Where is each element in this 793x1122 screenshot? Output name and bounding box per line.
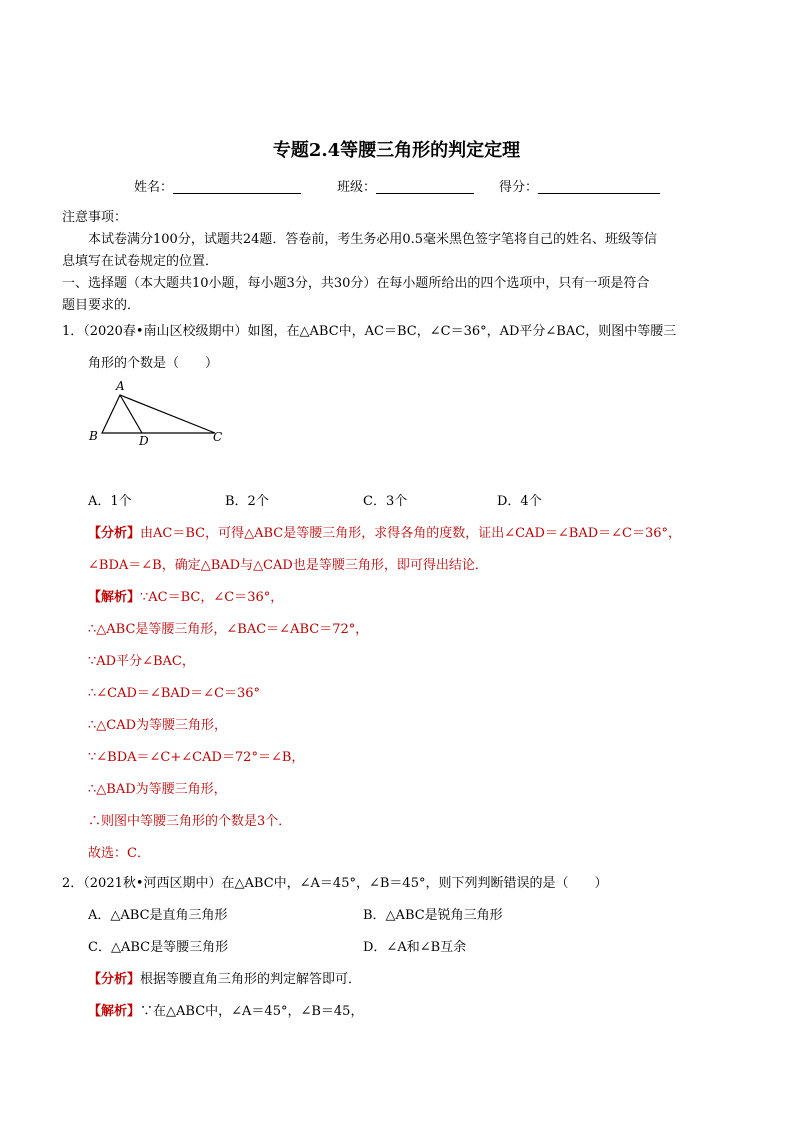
q1-answer	[88, 842, 150, 861]
q1-triangle-figure	[80, 375, 240, 475]
q2-solution-line-1	[88, 1000, 363, 1019]
name-field	[134, 176, 301, 195]
q1-analysis-line-1	[88, 522, 681, 541]
q2-option-b: B．△ABC是锐角三角形	[363, 908, 503, 923]
score-label: 得分：	[499, 180, 539, 195]
q1-solution-line-2: ∴△ABC是等腰三角形，∠BAC＝∠ABC＝72°，	[88, 622, 369, 637]
q1-answer-prefix: 故选：	[88, 846, 128, 861]
label-b: B	[89, 429, 98, 443]
q1-stem-line-1: 1．（2020春•南山区校级期中）如图，在△ABC中，AC＝BC，∠C＝36°，AD平分∠BAC，则图中等腰三	[62, 324, 677, 339]
q2-option-c: C．△ABC是等腰三角形	[88, 940, 229, 955]
q2-solution-text-1: ∵在△ABC中，∠A＝45°，∠B＝45，	[140, 1004, 364, 1019]
q1-solution-line-4: ∴∠CAD＝∠BAD＝∠C＝36°	[88, 686, 261, 701]
label-d: D	[139, 434, 149, 448]
score-field	[499, 176, 660, 195]
q1-option-a: A．1个	[88, 494, 132, 509]
class-field	[337, 176, 474, 195]
q1-solution-line-1	[88, 586, 283, 605]
q2-solution-tag: 【解析】	[88, 1004, 141, 1019]
score-blank	[538, 179, 660, 194]
triangle-abc	[102, 395, 215, 433]
section-header-line-2: 题目要求的．	[62, 298, 141, 313]
q2-analysis-tag: 【分析】	[88, 972, 141, 987]
q2-option-d: D．∠A和∠B互余	[363, 940, 467, 955]
name-label: 姓名：	[134, 180, 174, 195]
q1-analysis-text-1: 由AC＝BC，可得△ABC是等腰三角形，求得各角的度数，证出∠CAD＝∠BAD＝∠C＝36°，	[140, 526, 682, 541]
q1-solution-text-1: ∵AC＝BC，∠C＝36°，	[140, 590, 284, 605]
q1-answer-value: C．	[127, 846, 150, 861]
name-blank	[173, 179, 301, 194]
q1-option-c: C．3个	[363, 494, 408, 509]
q1-solution-line-7: ∴△BAD为等腰三角形，	[88, 782, 227, 797]
q1-solution-line-3: ∵AD平分∠BAC，	[88, 654, 195, 669]
q2-option-a: A．△ABC是直角三角形	[88, 908, 228, 923]
q1-solution-line-5: ∴△CAD为等腰三角形，	[88, 718, 228, 733]
q1-solution-tag: 【解析】	[88, 590, 141, 605]
q1-analysis-tag: 【分析】	[88, 526, 141, 541]
q2-analysis-line	[88, 968, 361, 987]
q1-option-d: D．4个	[497, 494, 542, 509]
q1-option-b: B．2个	[225, 494, 269, 509]
notice-line-2: 息填写在试卷规定的位置．	[62, 254, 219, 269]
q2-analysis-text: 根据等腰直角三角形的判定解答即可．	[140, 972, 362, 987]
notice-line-1: 本试卷满分100分，试题共24题．答卷前，考生务必用0.5毫米黑色签字笔将自己的姓名、班级等信	[88, 232, 658, 247]
class-blank	[376, 179, 474, 194]
q2-stem-line-1: 2．（2021秋•河西区期中）在△ABC中，∠A＝45°，∠B＝45°，则下列判断错误的是（ ）	[62, 876, 608, 891]
class-label: 班级：	[337, 180, 377, 195]
label-c: C	[213, 430, 223, 444]
q1-solution-line-6: ∵∠BDA＝∠C+∠CAD＝72°＝∠B，	[88, 750, 305, 765]
page-title: 专题2.4等腰三角形的判定定理	[272, 140, 521, 161]
section-header-line-1: 一、选择题（本大题共10小题，每小题3分，共30分）在每小题所给出的四个选项中，只有一项是符合	[62, 276, 650, 291]
q1-solution-line-8: ∴则图中等腰三角形的个数是3个．	[88, 814, 292, 829]
label-a: A	[116, 379, 125, 393]
q1-stem-line-2: 角形的个数是（ ）	[88, 356, 219, 371]
notice-heading: 注意事项：	[62, 210, 128, 225]
bisector-ad	[120, 395, 142, 433]
q1-analysis-line-2: ∠BDA＝∠B，确定△BAD与△CAD也是等腰三角形，即可得出结论．	[88, 558, 488, 573]
